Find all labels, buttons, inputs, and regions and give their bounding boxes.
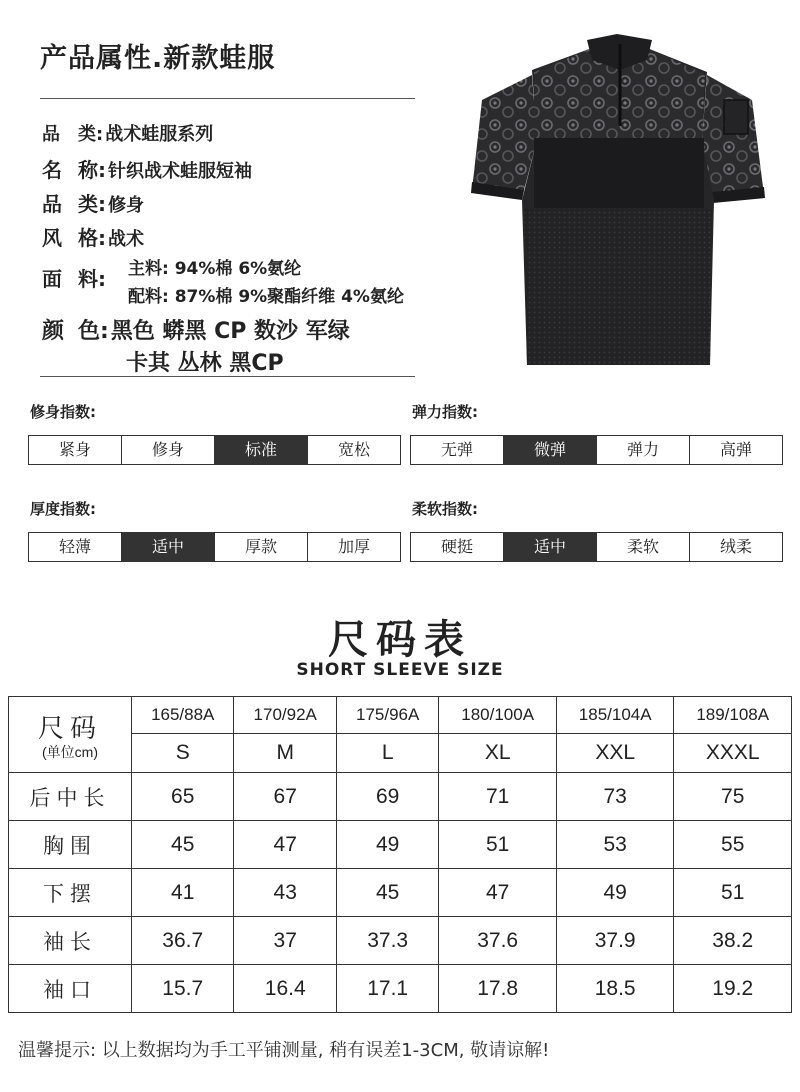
attr-key2: 格:: [78, 226, 106, 250]
fabric-secondary: 配料: 87%棉 9%聚酯纤维 4%氨纶: [128, 287, 404, 307]
color-line-1: 黑色 蟒黑 CP 数沙 军绿: [110, 319, 350, 344]
size-chart-subtitle: SHORT SLEEVE SIZE: [296, 660, 504, 680]
table-cell: 43: [234, 869, 336, 917]
body-spec: 185/104A: [556, 697, 674, 734]
table-row: [9, 917, 792, 965]
attr-category: [42, 120, 213, 146]
table-cell: 37.9: [556, 917, 674, 965]
table-cell: 49: [336, 821, 438, 869]
elastic-option: 高弹: [719, 440, 752, 459]
size-chart-title: 尺码表: [328, 617, 472, 663]
table-cell: 17.1: [336, 965, 438, 1013]
table-cell: 17.8: [439, 965, 557, 1013]
fit-option: 修身: [122, 436, 215, 464]
table-cell: 71: [439, 773, 557, 821]
table-cell: 53: [556, 821, 674, 869]
thickness-index-label: 厚度指数:: [30, 500, 96, 518]
elastic-option: 无弹: [411, 436, 504, 464]
page-title: 产品属性.新款蛙服: [40, 43, 276, 74]
row-label: 胸围: [9, 821, 132, 869]
elastic-index-label: 弹力指数:: [412, 403, 478, 421]
attr-key: 品: [42, 192, 62, 216]
attr-key2: 称:: [78, 158, 106, 182]
table-cell: 37.3: [336, 917, 438, 965]
softness-option: 绒柔: [719, 537, 752, 556]
table-cell: 67: [234, 773, 336, 821]
divider: [40, 98, 415, 99]
row-label: 下摆: [9, 869, 132, 917]
table-row: [9, 821, 792, 869]
attr-fit-category: [42, 188, 144, 217]
table-cell: 75: [674, 773, 792, 821]
attr-name: [42, 154, 252, 183]
divider: [40, 376, 415, 377]
softness-option-selected: 适中: [504, 533, 597, 561]
fit-index-label: 修身指数:: [30, 403, 96, 421]
thickness-option: 轻薄: [29, 533, 122, 561]
table-cell: 37.6: [439, 917, 557, 965]
table-row: [9, 965, 792, 1013]
table-cell: 73: [556, 773, 674, 821]
table-row: [9, 773, 792, 821]
table-cell: 16.4: [234, 965, 336, 1013]
table-cell: 65: [132, 773, 234, 821]
fit-option: 宽松: [337, 440, 370, 459]
attr-key: 品: [42, 124, 60, 145]
attr-style: [42, 222, 144, 251]
softness-option: 柔软: [597, 533, 690, 561]
table-cell: 69: [336, 773, 438, 821]
fit-index-scale: [28, 435, 401, 465]
fabric-main: 主料: 94%棉 6%氨纶: [128, 259, 302, 279]
body-spec: 189/108A: [674, 697, 792, 734]
thickness-option: 加厚: [337, 537, 370, 556]
size-letter: XL: [439, 734, 557, 773]
thickness-option-selected: 适中: [122, 533, 215, 561]
row-label: 袖口: [9, 965, 132, 1013]
size-unit: (单位cm): [42, 743, 98, 760]
fit-option: 紧身: [29, 436, 122, 464]
attr-value: 修身: [108, 195, 144, 216]
size-letter: M: [234, 734, 336, 773]
attr-key2: 料:: [78, 267, 106, 291]
table-cell: 49: [556, 869, 674, 917]
row-label: 后中长: [9, 773, 132, 821]
size-letter: XXXL: [674, 734, 792, 773]
table-row: [9, 869, 792, 917]
size-table: [8, 696, 792, 1013]
table-cell: 37: [234, 917, 336, 965]
table-cell: 18.5: [556, 965, 674, 1013]
table-cell: 51: [439, 821, 557, 869]
table-cell: 38.2: [674, 917, 792, 965]
fit-option-selected: 标准: [215, 436, 308, 464]
attr-value: 针织战术蛙服短袖: [108, 161, 252, 182]
elastic-option: 弹力: [597, 436, 690, 464]
elastic-option-selected: 微弹: [504, 436, 597, 464]
body-spec: 180/100A: [439, 697, 557, 734]
attr-key: 面: [42, 267, 62, 291]
table-cell: 41: [132, 869, 234, 917]
measurement-note: 温馨提示: 以上数据均为手工平铺测量, 稍有误差1-3CM, 敬请谅解!: [18, 1040, 550, 1061]
elastic-index-scale: [410, 435, 783, 465]
size-letter: S: [132, 734, 234, 773]
table-cell: 47: [439, 869, 557, 917]
softness-option: 硬挺: [411, 533, 504, 561]
table-cell: 55: [674, 821, 792, 869]
tactical-shirt-image: [462, 30, 792, 375]
attr-key: 风: [42, 226, 62, 250]
table-cell: 45: [132, 821, 234, 869]
table-cell: 36.7: [132, 917, 234, 965]
table-cell: 51: [674, 869, 792, 917]
attr-key2: 类:: [78, 124, 104, 145]
color-line-2: 卡其 丛林 黑CP: [126, 351, 284, 376]
size-header-label: 尺码: [37, 712, 102, 743]
attr-color: [42, 314, 350, 345]
thickness-index-scale: [28, 532, 401, 562]
attr-key2: 色:: [78, 319, 109, 344]
body-spec: 165/88A: [132, 697, 234, 734]
table-cell: 19.2: [674, 965, 792, 1013]
size-header-cell: [9, 697, 132, 773]
softness-index-scale: [410, 532, 783, 562]
size-letter: XXL: [556, 734, 674, 773]
row-label: 袖长: [9, 917, 132, 965]
table-cell: 15.7: [132, 965, 234, 1013]
body-spec: 170/92A: [234, 697, 336, 734]
attr-fabric: [42, 263, 106, 292]
size-letter: L: [336, 734, 438, 773]
attr-key: 名: [42, 158, 62, 182]
body-spec: 175/96A: [336, 697, 438, 734]
attr-value: 战术蛙服系列: [105, 124, 214, 145]
attr-value: 战术: [108, 229, 144, 250]
thickness-option: 厚款: [215, 533, 308, 561]
attr-key2: 类:: [78, 192, 106, 216]
attr-key: 颜: [42, 319, 65, 344]
table-cell: 47: [234, 821, 336, 869]
softness-index-label: 柔软指数:: [412, 500, 478, 518]
table-cell: 45: [336, 869, 438, 917]
